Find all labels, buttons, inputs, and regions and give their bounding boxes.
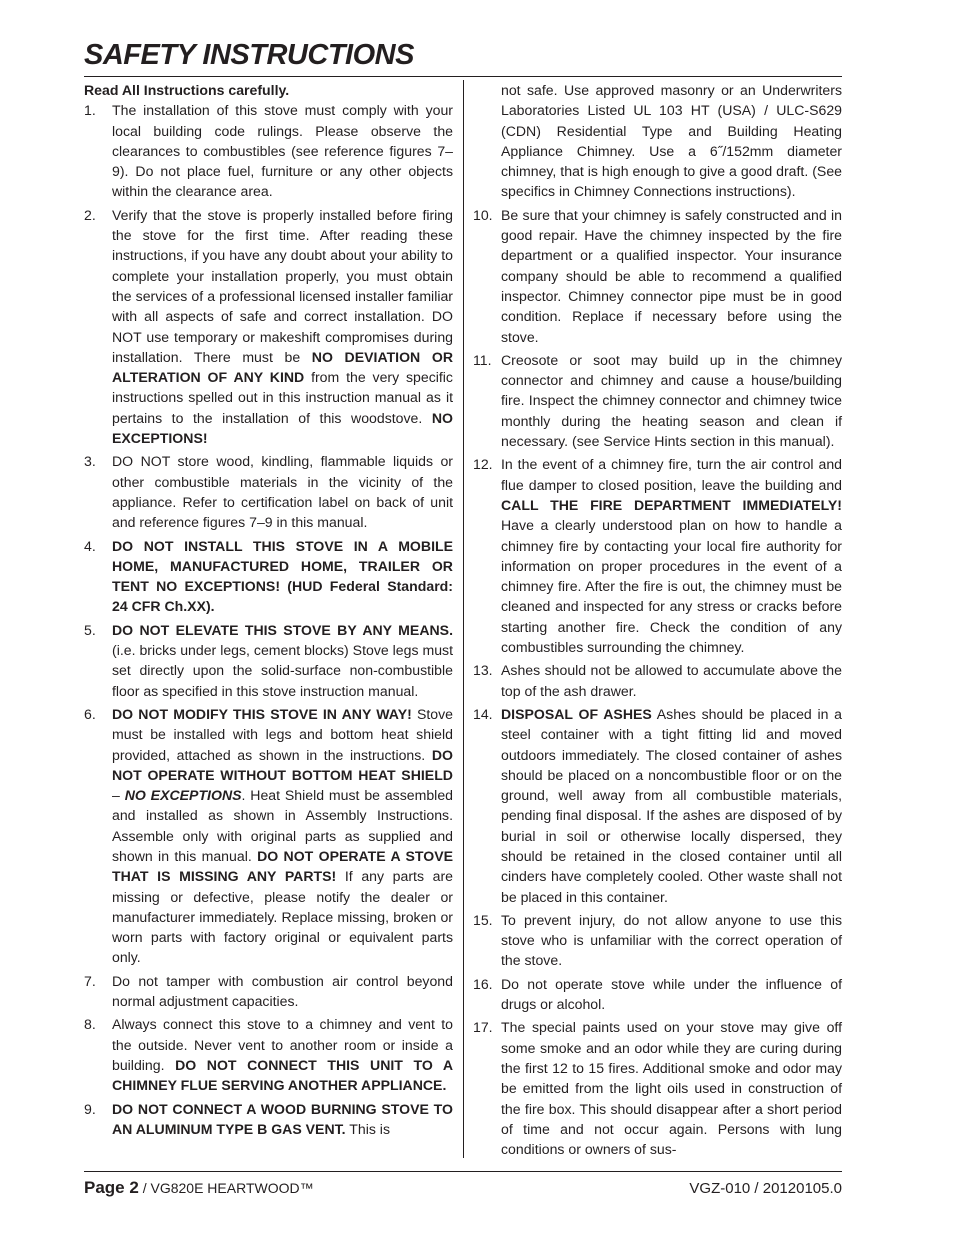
item-number: 13. xyxy=(473,662,493,679)
continued-text: not safe. Use approved masonry or an Underwriters Laboratories Listed UL 103 HT (USA) / ULC-S629 (CDN) Residential Type and Building Heating Appliance Chimney. Use a 6˝/152mm diameter chimney, that is high enough to give a good draft. (See specifics in Chimney Connections instructions). xyxy=(501,82,842,200)
product-name: / VG820E HEARTWOOD™ xyxy=(138,1180,314,1196)
item-text: Ashes should not be allowed to accumulate above the top of the ash drawer. xyxy=(501,662,842,699)
emphasis-text: DO NOT CONNECT A WOOD BURNING STOVE TO AN ALUMINUM TYPE B GAS VENT. xyxy=(112,1100,453,1137)
item-number: 5. xyxy=(84,621,96,638)
item-text: Do not tamper with combustion air control beyond normal adjustment capacities. xyxy=(112,972,453,1010)
right-instruction-list xyxy=(473,205,842,1160)
item-text: Verify that the stove is properly installed before firing the stove for the first time. After reading these instructions, if you have any doubt about your ability to complete your installation properly, you must obtain the services of a professional licensed installer familiar with all aspects of safe and correct installation. DO NOT use temporary or makeshift compromises during installation. There must be xyxy=(112,206,453,365)
instruction-item xyxy=(473,205,842,347)
item-text: Stove must be installed with legs and bottom heat shield provided, attached as shown in the instructions. xyxy=(112,705,454,763)
item-text: This is xyxy=(345,1120,390,1137)
instruction-item xyxy=(84,1099,453,1140)
emphasis-text: DO NOT CONNECT THIS UNIT TO A CHIMNEY FLUE SERVING ANOTHER APPLIANCE. xyxy=(112,1056,453,1094)
instruction-item xyxy=(84,704,453,968)
instruction-item xyxy=(473,1017,842,1159)
item-number: 11. xyxy=(473,351,492,368)
item-number: 6. xyxy=(84,705,96,722)
item-text: Be sure that your chimney is safely constructed and in good repair. Have the chimney inspected by the fire department or a qualified inspector. Your insurance company should be able to recommend a qualified inspector. Chimney connector pipe must be in good condition. Replace if necessary before using the stove. xyxy=(501,206,842,345)
instruction-item xyxy=(473,660,842,701)
emphasis-text: DO NOT MODIFY THIS STOVE IN ANY WAY! xyxy=(112,705,412,722)
instruction-item xyxy=(473,704,842,907)
instruction-item xyxy=(473,910,842,971)
item-text: from the very specific instructions spelled out in this instruction manual as it pertains to the installation of this woodstove. xyxy=(112,369,453,426)
instruction-item xyxy=(84,1014,453,1095)
item-text: If any parts are missing or defective, please notify the dealer or manufacturer immediately. Replace missing, broken or worn parts with factory original or equivalent parts only. xyxy=(112,868,453,966)
instruction-item xyxy=(84,100,453,201)
emphasis-text: NO EXCEPTIONS! xyxy=(112,409,453,447)
emphasis-text: DO NOT OPERATE A STOVE THAT IS MISSING ANY PARTS! xyxy=(112,847,453,885)
page-number: Page 2 xyxy=(84,1178,139,1197)
instruction-item xyxy=(473,454,842,657)
instruction-item xyxy=(84,971,453,1012)
item-text: The special paints used on your stove may give off some smoke and an odor while they are curing during the first 12 to 15 fires. Additional smoke and odor may be emitted from the light oils used in construction of the fire box. This should disappear after a short period of time and not occur again. Persons with lung conditions or owners of sus- xyxy=(501,1019,842,1158)
item-number: 9. xyxy=(84,1100,96,1117)
column-divider xyxy=(463,80,464,1158)
item-number: 17. xyxy=(473,1019,493,1036)
instruction-item xyxy=(84,451,453,532)
item-text: (i.e. bricks under legs, cement blocks) Stove legs must set directly upon the solid-surface non-combustible floor as specified in this stove instruction manual. xyxy=(112,642,453,699)
left-column xyxy=(84,80,453,1142)
instruction-item xyxy=(84,205,453,449)
item-text: Always connect this stove to a chimney and vent to the outside. Never vent to another room or inside a building. xyxy=(112,1016,453,1073)
instruction-item xyxy=(84,536,453,617)
item-text: – xyxy=(112,787,125,804)
footer-rule xyxy=(84,1171,842,1172)
item-number: 2. xyxy=(84,206,96,223)
item-text: Do not operate stove while under the influence of drugs or alcohol. xyxy=(501,975,842,1013)
document-code: VGZ-010 / 20120105.0 xyxy=(689,1180,842,1197)
item-number: 1. xyxy=(84,102,96,119)
emphasis-text: NO DEVIATION OR ALTERATION OF ANY KIND xyxy=(112,348,453,386)
header-rule xyxy=(84,76,842,77)
page-title: SAFETY INSTRUCTIONS xyxy=(84,39,414,71)
footer-page-info xyxy=(84,1178,314,1198)
item-number: 16. xyxy=(473,975,493,992)
item-text: The installation of this stove must comply with your local building code rulings. Please observe the clearances to combustibles (see reference figures 7–9). Do not place fuel, furniture or any other objects within the clearance area. xyxy=(112,102,453,200)
lead-text: Read All Instructions carefully. xyxy=(84,82,290,98)
item-number: 7. xyxy=(84,972,96,989)
emphasis-text: NO EXCEPTIONS xyxy=(124,787,242,804)
item-text: DO NOT store wood, kindling, flammable liquids or other combustible materials in the vicinity of the appliance. Refer to certification label on back of unit and reference figures 7–9 in this manual. xyxy=(112,453,453,531)
right-column xyxy=(473,80,842,1162)
item-text: To prevent injury, do not allow anyone to use this stove who is unfamiliar with the correct operation of the stove. xyxy=(501,911,842,969)
item-text: Creosote or soot may build up in the chimney connector and chimney and cause a house/building fire. Inspect the chimney connector and chimney twice monthly during the heating season and clean if necessary. (see Service Hints section in this manual). xyxy=(501,351,842,450)
item-text: Have a clearly understood plan on how to handle a chimney fire by contacting your local fire authority for information on proper procedures in the event of a chimney fire. After the fire is out, the chimney must be cleaned and inspected for any stress or cracks before starting another fire. Check the condition of any combustibles surrounding the chimney. xyxy=(501,517,842,656)
item-number: 15. xyxy=(473,911,493,928)
item-number: 8. xyxy=(84,1016,96,1033)
emphasis-text: DISPOSAL OF ASHES xyxy=(501,705,652,722)
emphasis-text: DO NOT INSTALL THIS STOVE IN A MOBILE HOME, MANUFACTURED HOME, TRAILER OR TENT NO EXCEPTIONS! (HUD Federal Standard: 24 CFR Ch.XX). xyxy=(112,537,453,615)
item-text: Ashes should be placed in a steel container with a tight fitting lid and moved outdoors immediately. The closed container of ashes should be placed on a noncombustible floor or on the ground, well away from all combustible materials, pending final disposal. If the ashes are disposed of by burial in soil or otherwise locally dispersed, they should be retained in the closed container until all cinders have completely cooled. Other waste shall not be placed in this container. xyxy=(501,705,842,905)
instruction-item xyxy=(473,974,842,1015)
item-number: 14. xyxy=(473,705,493,722)
emphasis-text: CALL THE FIRE DEPARTMENT IMMEDIATELY! xyxy=(501,496,842,513)
item-number: 3. xyxy=(84,453,96,470)
item-number: 12. xyxy=(473,456,493,473)
instruction-item xyxy=(473,350,842,451)
emphasis-text: DO NOT OPERATE WITHOUT BOTTOM HEAT SHIELD xyxy=(112,746,453,783)
left-instruction-list xyxy=(84,100,453,1139)
item-text: . Heat Shield must be assembled and installed as shown in Assembly Instructions. Assemble only with original parts as supplied and shown in this manual. xyxy=(112,787,453,864)
item-text: In the event of a chimney fire, turn the air control and flue damper to closed position, leave the building and xyxy=(501,456,842,493)
emphasis-text: DO NOT ELEVATE THIS STOVE BY ANY MEANS. xyxy=(112,621,453,638)
item-number: 10. xyxy=(473,206,493,223)
instruction-item xyxy=(84,620,453,701)
item-number: 4. xyxy=(84,537,96,554)
